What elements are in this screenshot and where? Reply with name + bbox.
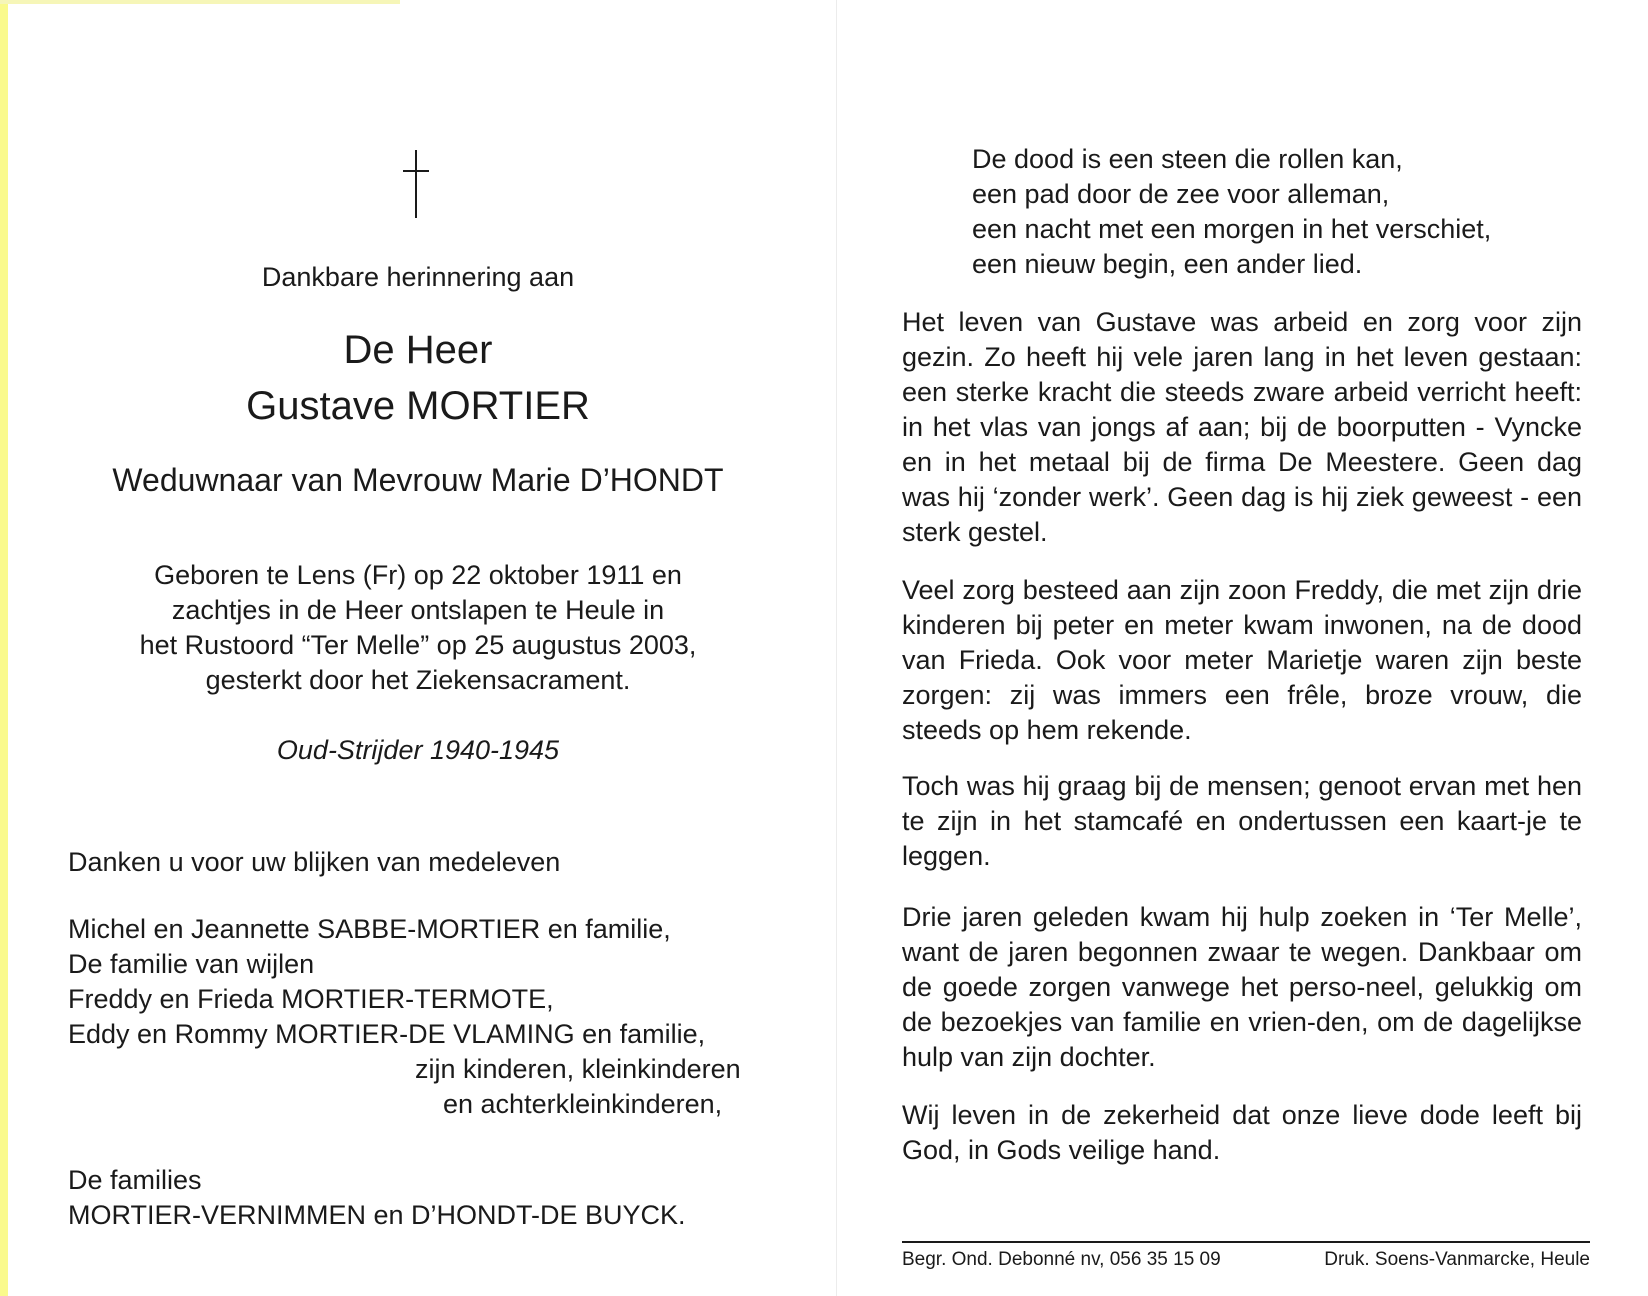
cross-icon <box>403 150 429 218</box>
birth-line: Geboren te Lens (Fr) op 22 oktober 1911 en <box>154 560 682 590</box>
poem-line: een nieuw begin, een ander lied. <box>972 249 1363 279</box>
paragraph: Toch was hij graag bij de mensen; genoot ervan met hen te zijn in het stamcafé en ondertussen een kaart-je te leggen. <box>902 771 1582 871</box>
birth-line: zachtjes in de Heer ontslapen te Heule in <box>171 595 665 625</box>
footer-rule <box>902 1241 1590 1243</box>
undertaker-credit: Begr. Ond. Debonné nv, 056 35 15 09 <box>902 1249 1221 1270</box>
birth-death-details <box>48 558 788 698</box>
families-line: De families <box>68 1165 202 1195</box>
title-line-2: Gustave MORTIER <box>246 384 590 428</box>
family-list <box>68 912 741 1122</box>
birth-line: het Rustoord “Ter Melle” op 25 augustus 2003, <box>139 630 697 660</box>
veteran-line: Oud-Strijder 1940-1945 <box>276 735 560 765</box>
title-line-1: De Heer <box>343 328 493 372</box>
card-edge <box>0 0 8 1296</box>
birth-line: gesterkt door het Ziekensacrament. <box>205 665 631 695</box>
intro-text: Dankbare herinnering aan <box>261 262 575 292</box>
families-block <box>68 1163 686 1233</box>
families-line: MORTIER-VERNIMMEN en D’HONDT-DE BUYCK. <box>68 1200 686 1230</box>
paragraph: Het leven van Gustave was arbeid en zorg voor zijn gezin. Zo heeft hij vele jaren lang in het leven gestaan: een sterke kracht die steeds zware arbeid verricht heeft: in het vlas van jongs af aan; bij de boorputten - Vyncke en in het metaal bij de firma De Meestere. Geen dag was hij ‘zonder werk’. Geen dag is hij ziek geweest - een sterk gestel. <box>902 307 1582 547</box>
poem-line: een pad door de zee voor alleman, <box>972 179 1390 209</box>
poem-line: De dood is een steen die rollen kan, <box>972 144 1403 174</box>
family-line: zijn kinderen, kleinkinderen <box>415 1054 741 1084</box>
family-line: en achterkleinkinderen, <box>443 1089 723 1119</box>
family-line: Freddy en Frieda MORTIER-TERMOTE, <box>68 984 554 1014</box>
thanks-line: Danken u voor uw blijken van medeleven <box>68 847 561 877</box>
printer-credit: Druk. Soens-Vanmarcke, Heule <box>1324 1249 1590 1270</box>
paragraph: Wij leven in de zekerheid dat onze lieve dode leeft bij God, in Gods veilige hand. <box>902 1100 1582 1165</box>
footer <box>902 1249 1590 1271</box>
poem-line: een nacht met een morgen in het verschiet, <box>972 214 1492 244</box>
left-panel <box>8 0 836 1296</box>
family-line: De familie van wijlen <box>68 949 315 979</box>
paragraph: Veel zorg besteed aan zijn zoon Freddy, die met zijn drie kinderen bij peter en meter kwam inwonen, na de dood van Frieda. Ook voor meter Marietje waren zijn beste zorgen: zij was immers een frêle, broze vrouw, die steeds op hem rekende. <box>902 575 1582 745</box>
family-line: Michel en Jeannette SABBE-MORTIER en familie, <box>68 914 671 944</box>
right-panel <box>837 0 1648 1296</box>
family-line: Eddy en Rommy MORTIER-DE VLAMING en familie, <box>68 1019 706 1049</box>
paragraph: Drie jaren geleden kwam hij hulp zoeken in ‘Ter Melle’, want de jaren begonnen zwaar te wegen. Dankbaar om de goede zorgen vanwege het perso-neel, gelukkig om de bezoekjes van familie en vrien-den, om de dagelijkse hulp van zijn dochter. <box>902 902 1582 1072</box>
widower-line: Weduwnaar van Mevrouw Marie D’HONDT <box>112 462 724 498</box>
poem <box>972 142 1491 282</box>
deceased-name <box>48 322 788 434</box>
